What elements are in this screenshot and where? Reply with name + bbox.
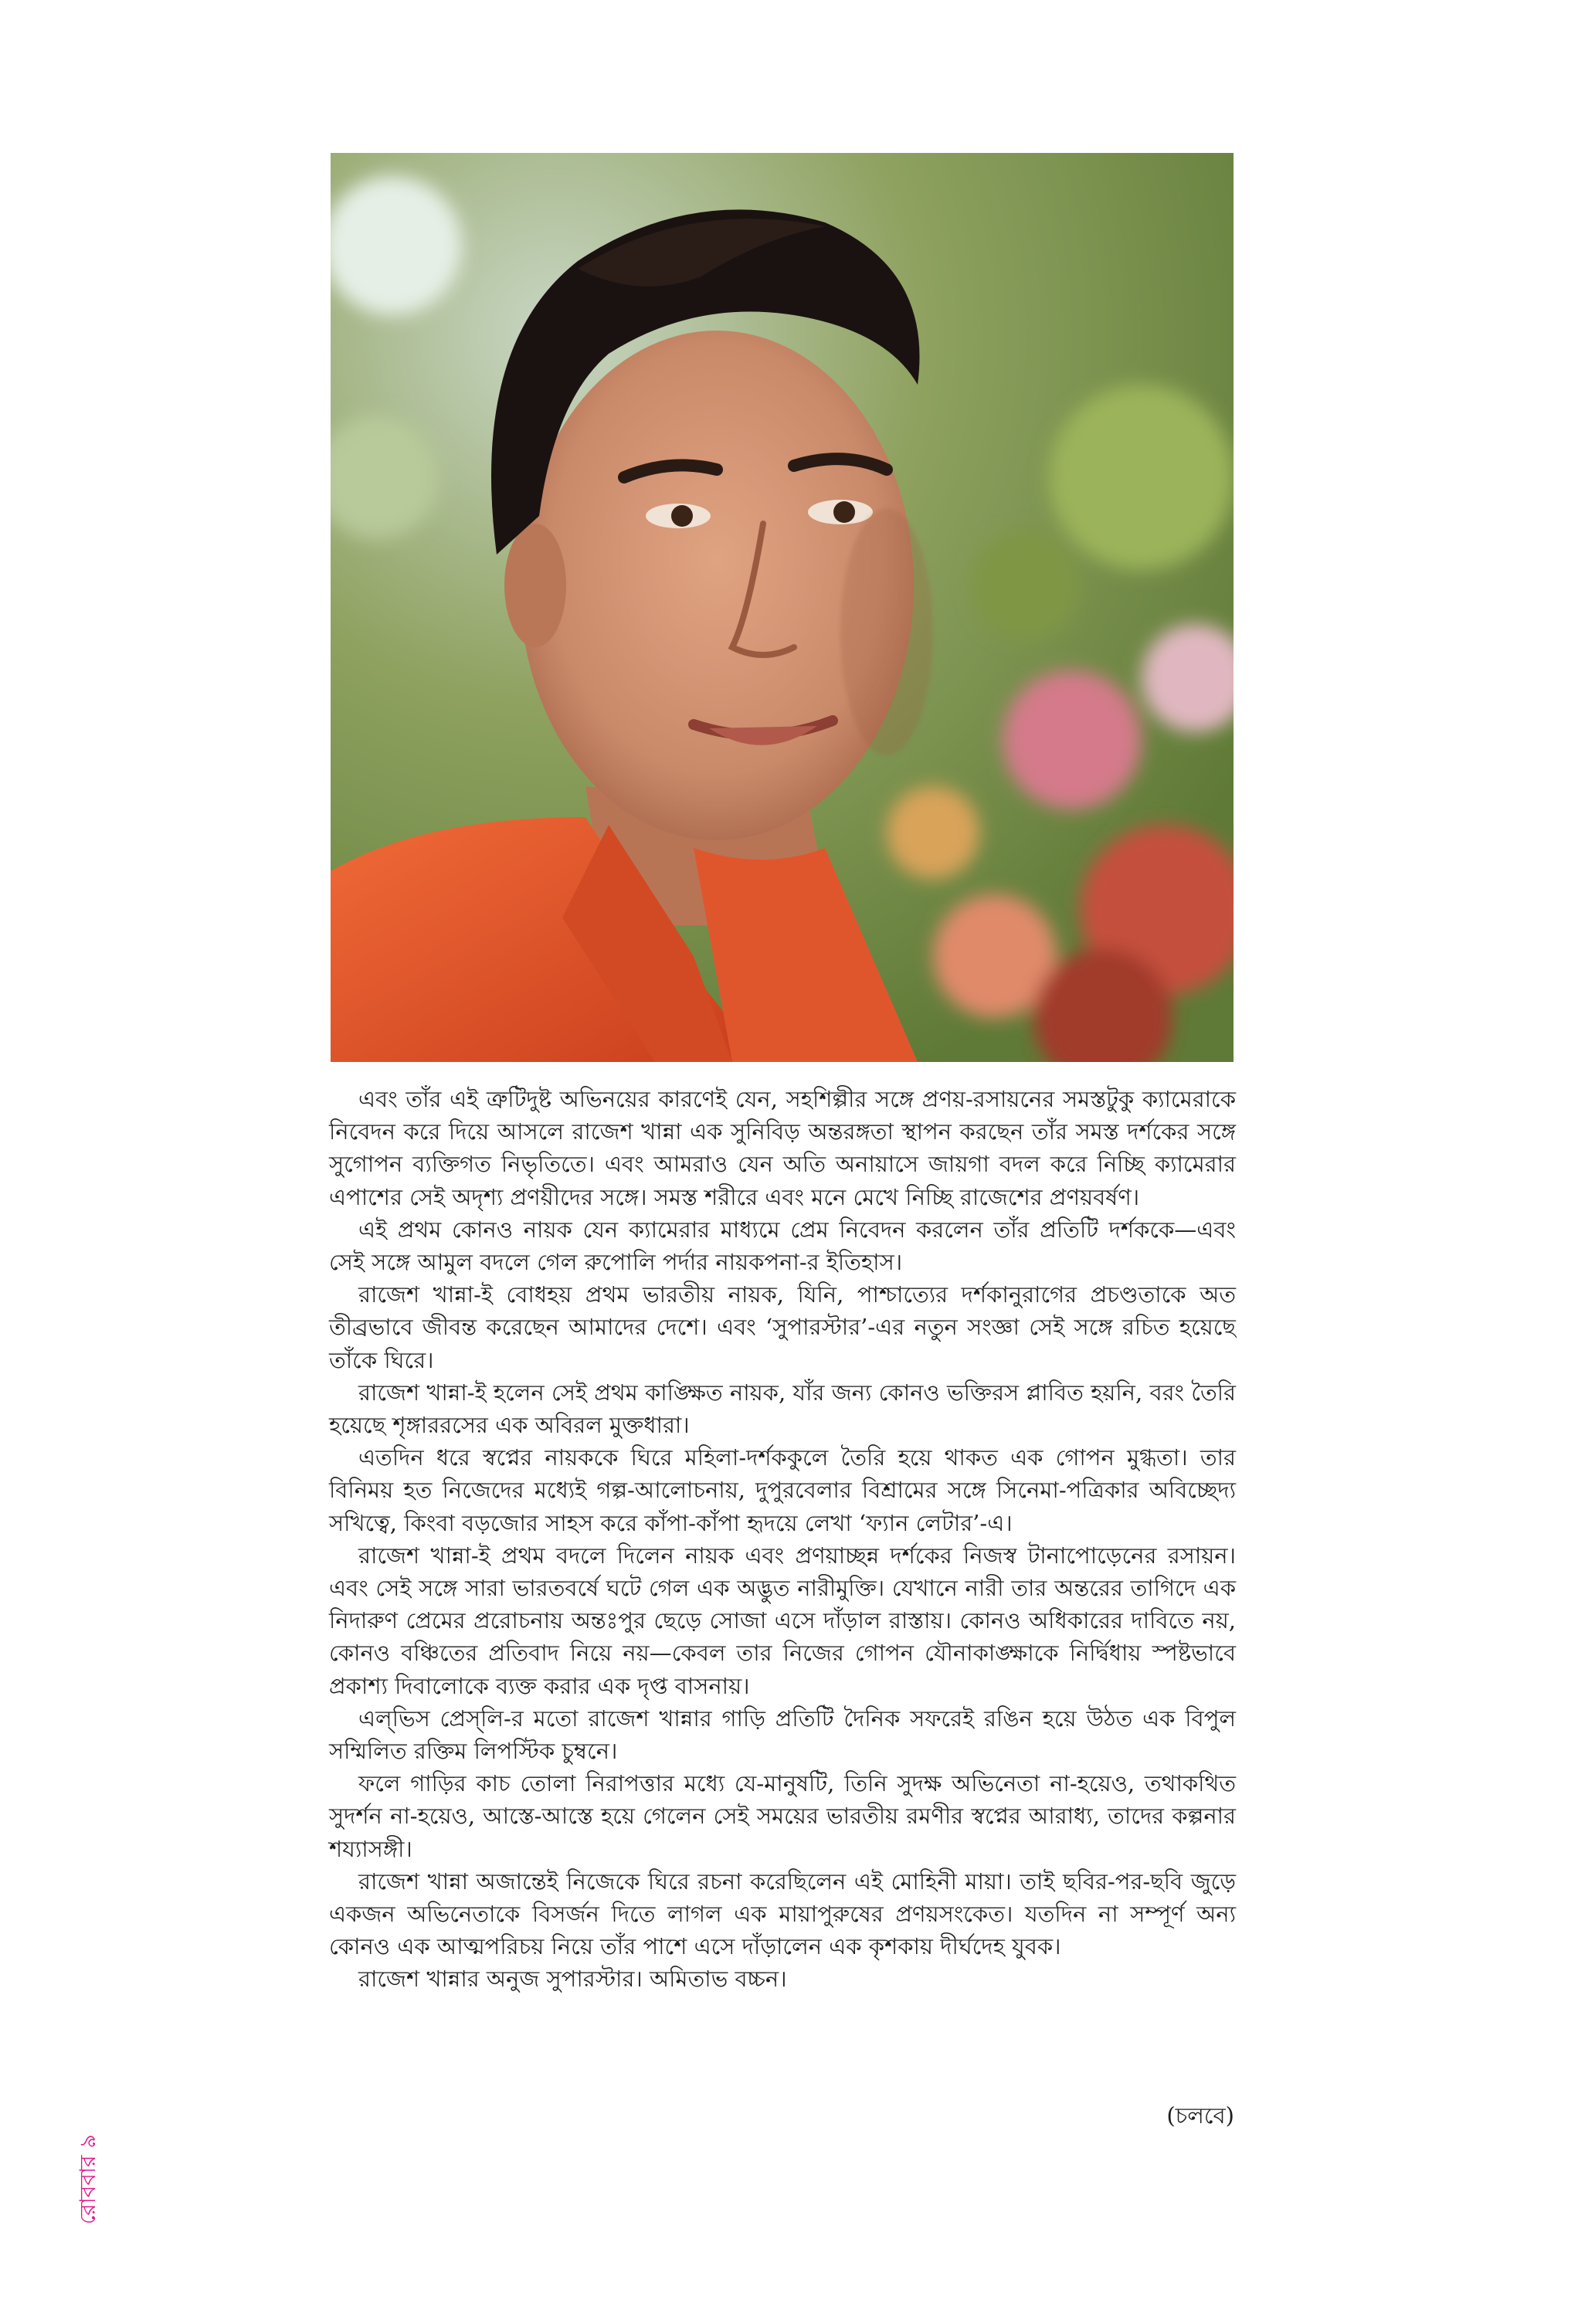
- article-body: [329, 1083, 1236, 1996]
- article-paragraph: রাজেশ খান্না-ই হলেন সেই প্রথম কাঙ্ক্ষিত নায়ক, যাঁর জন্য কোনও ভক্তিরস প্লাবিত হয়নি, বরং তৈরি হয়েছে শৃঙ্গাররসের এক অবিরল মুক্তধারা।: [329, 1379, 1236, 1439]
- article-paragraph: এল্‌ভিস প্রেস্‌লি-র মতো রাজেশ খান্নার গাড়ি প্রতিটি দৈনিক সফরেই রঙিন হয়ে উঠত এক বিপুল সম্মিলিত রক্তিম লিপস্টিক চুম্বনে।: [329, 1705, 1236, 1765]
- article-paragraph: এবং তাঁর এই ত্রুটিদুষ্ট অভিনয়ের কারণেই যেন, সহশিল্পীর সঙ্গে প্রণয়-রসায়নের সমস্তটুকু ক্যামেরাকে নিবেদন করে দিয়ে আসলে রাজেশ খান্না এক সুনিবিড় অন্তরঙ্গতা স্থাপন করছেন তাঁর সমস্ত দর্শকের সঙ্গে সুগোপন ব্যক্তিগত নিভৃতিতে। এবং আমরাও যেন অতি অনায়াসে জায়গা বদল করে নিচ্ছি ক্যামেরার এপাশের সেই অদৃশ্য প্রণয়ীদের সঙ্গে। সমস্ত শরীরে এবং মনে মেখে নিচ্ছি রাজেশের প্রণয়বর্ষণ।: [329, 1086, 1236, 1210]
- portrait-photo: [331, 153, 1234, 1062]
- article-paragraph: এতদিন ধরে স্বপ্নের নায়ককে ঘিরে মহিলা-দর্শককুলে তৈরি হয়ে থাকত এক গোপন মুগ্ধতা। তার বিনিময় হত নিজেদের মধ্যেই গল্প-আলোচনায়, দুপুরবেলার বিশ্রামের সঙ্গে সিনেমা-পত্রিকার অবিচ্ছেদ্য সখিত্বে, কিংবা বড়জোর সাহস করে কাঁপা-কাঁপা হৃদয়ে লেখা ‘ফ্যান লেটার’-এ।: [329, 1444, 1236, 1536]
- page-folio: রোববার ৯: [75, 2134, 100, 2224]
- article-paragraph: রাজেশ খান্না-ই প্রথম বদলে দিলেন নায়ক এবং প্রণয়াচ্ছন্ন দর্শকের নিজস্ব টানাপোড়েনের রসায়ন। এবং সেই সঙ্গে সারা ভারতবর্ষে ঘটে গেল এক অদ্ভুত নারীমুক্তি। যেখানে নারী তার অন্তরের তাগিদে এক নিদারুণ প্রেমের প্ররোচনায় অন্তঃপুর ছেড়ে সোজা এসে দাঁড়াল রাস্তায়। কোনও অধিকারের দাবিতে নয়, কোনও বঞ্চিতের প্রতিবাদ নিয়ে নয়—কেবল তার নিজের গোপন যৌনাকাঙ্ক্ষাকে নির্দ্বিধায় স্পষ্টভাবে প্রকাশ্য দিবালোকে ব্যক্ত করার এক দৃপ্ত বাসনায়।: [329, 1542, 1236, 1699]
- article-paragraph: এই প্রথম কোনও নায়ক যেন ক্যামেরার মাধ্যমে প্রেম নিবেদন করলেন তাঁর প্রতিটি দর্শককে—এবং সেই সঙ্গে আমুল বদলে গেল রুপোলি পর্দার নায়কপনা-র ইতিহাস।: [329, 1216, 1236, 1276]
- portrait-illustration: [331, 153, 1234, 1062]
- continued-note: (চলবে): [1166, 2102, 1234, 2129]
- article-paragraph: রাজেশ খান্না অজান্তেই নিজেকে ঘিরে রচনা করেছিলেন এই মোহিনী মায়া। তাই ছবির-পর-ছবি জুড়ে একজন অভিনেতাকে বিসর্জন দিতে লাগল এক মায়াপুরুষের প্রণয়সংকেত। যতদিন না সম্পূর্ণ অন্য কোনও এক আত্মপরিচয় নিয়ে তাঁর পাশে এসে দাঁড়ালেন এক কৃশকায় দীর্ঘদেহ যুবক।: [329, 1868, 1236, 1960]
- article-paragraph: রাজেশ খান্না-ই বোধহয় প্রথম ভারতীয় নায়ক, যিনি, পাশ্চাত্যের দর্শকানুরাগের প্রচণ্ডতাকে অত তীব্রভাবে জীবন্ত করেছেন আমাদের দেশে। এবং ‘সুপারস্টার’-এর নতুন সংজ্ঞা সেই সঙ্গে রচিত হয়েছে তাঁকে ঘিরে।: [329, 1281, 1236, 1373]
- article-paragraph: রাজেশ খান্নার অনুজ সুপারস্টার। অমিতাভ বচ্চন।: [358, 1966, 787, 1993]
- article-paragraph: ফলে গাড়ির কাচ তোলা নিরাপত্তার মধ্যে যে-মানুষটি, তিনি সুদক্ষ অভিনেতা না-হয়েও, তথাকথিত সুদর্শন না-হয়েও, আস্তে-আস্তে হয়ে গেলেন সেই সময়ের ভারতীয় রমণীর স্বপ্নের আরাধ্য, তাদের কল্পনার শয্যাসঙ্গী।: [329, 1770, 1236, 1862]
